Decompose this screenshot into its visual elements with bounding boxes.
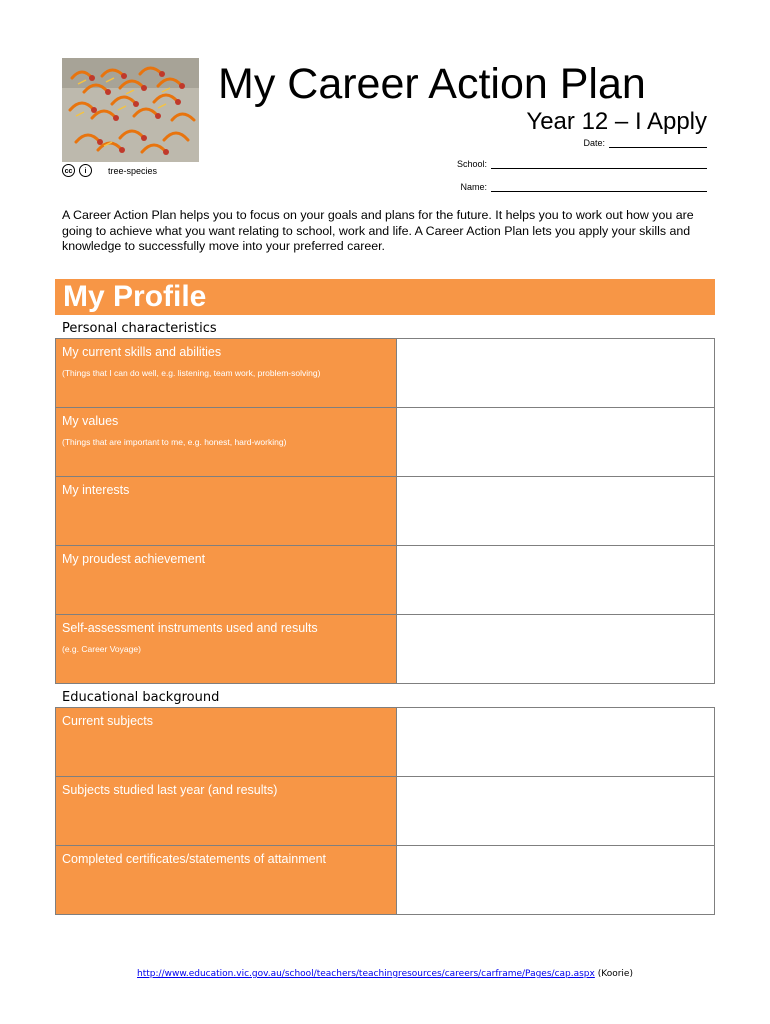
- intro-paragraph: A Career Action Plan helps you to focus on your goals and plans for the future. It helps you to work out how you are going to achieve what you want relating to school, work and life. A Career Action Plan lets you apply your skills and knowledge to successfully move into your preferred career.: [62, 208, 694, 253]
- row-note: (Things that I can do well, e.g. listening, team work, problem-solving): [62, 368, 321, 378]
- photo-credit: tree-species: [108, 165, 158, 176]
- self-assessment-answer-cell[interactable]: [397, 615, 715, 684]
- school-input-line[interactable]: [491, 159, 707, 169]
- footer-suffix: (Koorie): [597, 969, 633, 979]
- page-title: My Career Action Plan: [218, 60, 646, 108]
- table-row: [56, 777, 715, 846]
- certificates-answer-cell[interactable]: [397, 846, 715, 915]
- row-label: Current subjects: [62, 714, 154, 728]
- interests-answer-cell[interactable]: [397, 477, 715, 546]
- row-note: (e.g. Career Voyage): [62, 644, 141, 654]
- current-subjects-answer-cell[interactable]: [397, 708, 715, 777]
- profile-heading: My Profile: [63, 280, 207, 313]
- row-label-cell: [56, 408, 397, 477]
- row-label: Subjects studied last year (and results): [62, 783, 278, 797]
- last-year-subjects-answer-cell[interactable]: [397, 777, 715, 846]
- school-field[interactable]: [457, 159, 707, 169]
- creative-commons-icon: cc: [62, 164, 75, 177]
- row-note: (Things that are important to me, e.g. honest, hard-working): [62, 437, 287, 447]
- date-field[interactable]: [583, 138, 707, 148]
- table-row: [56, 408, 715, 477]
- row-label-cell: [56, 846, 397, 915]
- school-label: School:: [456, 159, 487, 169]
- attribution-icon: i: [79, 164, 92, 177]
- date-label: Date:: [583, 138, 605, 148]
- row-label: My interests: [62, 483, 130, 497]
- table-row: [56, 615, 715, 684]
- row-label: Completed certificates/statements of attainment: [62, 852, 327, 866]
- row-label: Self-assessment instruments used and results: [62, 621, 318, 635]
- table-row: [56, 846, 715, 915]
- personal-characteristics-table: [55, 338, 715, 684]
- name-field[interactable]: [460, 182, 707, 192]
- table-row: [56, 339, 715, 408]
- page-subtitle: Year 12 – I Apply: [526, 108, 707, 135]
- source-link[interactable]: http://www.education.vic.gov.au/school/teachers/teachingresources/careers/carframe/Pages/cap.aspx: [137, 969, 595, 979]
- values-answer-cell[interactable]: [397, 408, 715, 477]
- row-label-cell: [56, 546, 397, 615]
- row-label-cell: [56, 615, 397, 684]
- name-input-line[interactable]: [491, 182, 707, 192]
- educational-background-table: [55, 707, 715, 915]
- skills-answer-cell[interactable]: [397, 339, 715, 408]
- page-footer: [0, 969, 770, 979]
- table-row: [56, 708, 715, 777]
- educational-background-heading: Educational background: [62, 690, 220, 705]
- row-label: My proudest achievement: [62, 552, 206, 566]
- row-label: My values: [62, 414, 119, 428]
- profile-banner: [55, 279, 715, 315]
- license-badges: [62, 164, 157, 177]
- header-photo: [62, 58, 199, 162]
- personal-characteristics-heading: Personal characteristics: [62, 321, 217, 336]
- grevillea-flower-image: [62, 58, 199, 162]
- row-label-cell: [56, 777, 397, 846]
- table-row: [56, 546, 715, 615]
- date-input-line[interactable]: [609, 138, 707, 148]
- achievement-answer-cell[interactable]: [397, 546, 715, 615]
- table-row: [56, 477, 715, 546]
- row-label-cell: [56, 339, 397, 408]
- row-label-cell: [56, 708, 397, 777]
- row-label-cell: [56, 477, 397, 546]
- name-label: Name:: [460, 182, 487, 192]
- row-label: My current skills and abilities: [62, 345, 222, 359]
